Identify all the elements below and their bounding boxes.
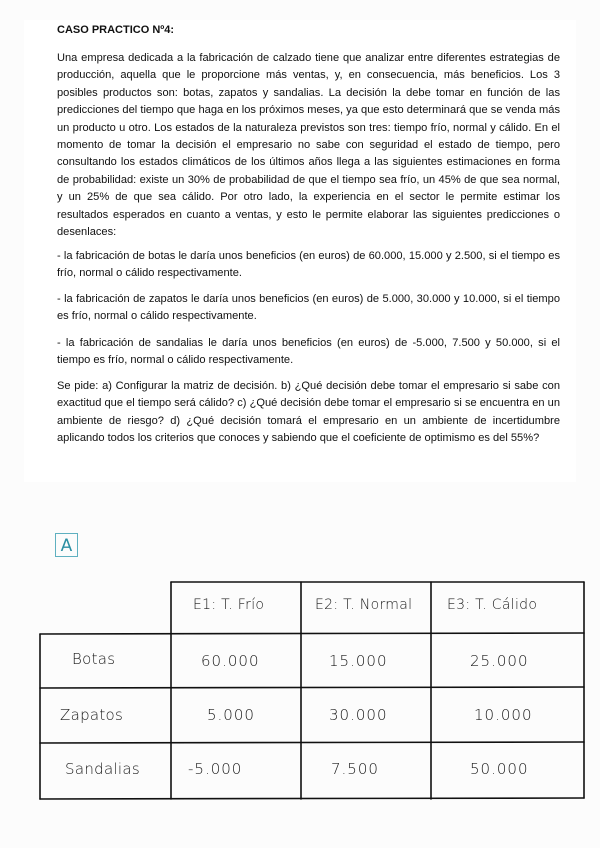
- cell-zapatos-e3: 10.000: [474, 706, 533, 724]
- row-label-botas: Botas: [72, 650, 116, 668]
- cell-zapatos-e2: 30.000: [329, 706, 388, 724]
- cell-botas-e2: 15.000: [329, 652, 388, 670]
- problem-intro: Una empresa dedicada a la fabricación de calzado tiene que analizar entre diferentes estrategias de producción, aquella que le proporcione más ventas, y, en consecuencia, más beneficios. Los 3 posibles productos son: botas, zapatos y sandalias. La decisión la debe tomar en función de las predicciones del tiempo que haga en los próximos meses, ya que esto determinará que se venda más un producto u otro. Los estados de la naturaleza previstos son tres: tiempo frío, normal y cálido. En el momento de tomar la decisión el empresario no sabe con seguridad el estado de tiempo, pero consultando los estados climáticos de los últimos años llega a las siguientes estimaciones en forma de probabilidad: existe un 30% de probabilidad de que el tiempo sea frío, un 45% de que sea normal, y un 25% de que sea cálido. Por otro lado, la experiencia en el sector le permite estimar los resultados esperados en cuanto a ventas, y esto le permite elaborar las siguientes predicciones o desenlaces:: [57, 52, 560, 239]
- outcome-botas: - la fabricación de botas le daría unos beneficios (en euros) de 60.000, 15.000 y 2.500, si el tiempo es frío, normal o cálido respectivamente.: [57, 250, 560, 280]
- row-label-sandalias: Sandalias: [65, 760, 140, 778]
- header-e1: E1: T. Frío: [193, 597, 265, 613]
- cell-sandalias-e2: 7.500: [331, 760, 379, 778]
- cell-sandalias-e3: 50.000: [470, 760, 529, 778]
- cell-sandalias-e1: -5.000: [188, 760, 243, 778]
- section-label: A: [55, 533, 78, 557]
- header-e2: E2: T. Normal: [315, 597, 413, 613]
- cell-botas-e1: 60.000: [201, 652, 260, 670]
- outcome-zapatos: - la fabricación de zapatos le daría unos beneficios (en euros) de 5.000, 30.000 y 10.000, si el tiempo es frío, normal o cálido respectivamente.: [57, 293, 560, 323]
- outcome-sandalias: - la fabricación de sandalias le daría unos beneficios (en euros) de -5.000, 7.500 y 50.000, si el tiempo es frío, normal o cálido respectivamente.: [57, 337, 560, 367]
- cell-zapatos-e1: 5.000: [207, 706, 255, 724]
- problem-title: CASO PRACTICO Nº4:: [57, 24, 175, 36]
- problem-questions: Se pide: a) Configurar la matriz de decisión. b) ¿Qué decisión debe tomar el empresario si sabe con exactitud que el tiempo será cálido? c) ¿Qué decisión debe tomar el empresario si se encuentra en un ambiente de riesgo? d) ¿Qué decisión tomará el empresario en un ambiente de incertidumbre aplicando todos los criterios que conoces y sabiendo que el coeficiente de optimismo es del 55%?: [57, 380, 560, 445]
- cell-botas-e3: 25.000: [470, 652, 529, 670]
- row-label-zapatos: Zapatos: [60, 706, 124, 724]
- header-e3: E3: T. Cálido: [447, 597, 538, 613]
